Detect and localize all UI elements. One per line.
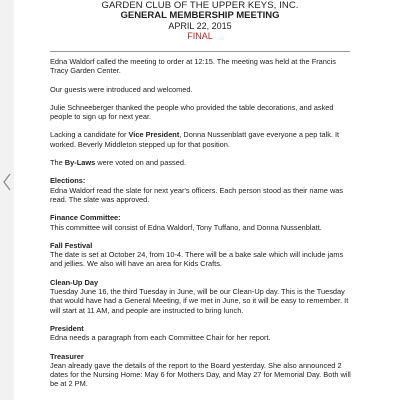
section-heading: Fall Festival [50, 240, 93, 250]
section-heading: President [50, 323, 84, 333]
organization-name: GARDEN CLUB OF THE UPPER KEYS, INC. [101, 0, 299, 11]
paragraph-text: , Donna Nussenblatt gave everyone a pep talk. It worked. Beverly Middleton stepped up for that position. [50, 130, 340, 149]
paragraph-bold-text: Vice President [128, 130, 180, 140]
paragraph-table-decorations: Julie Schneeberger thanked the people who provided the table decorations, and asked people to sign up for next year. [50, 102, 334, 122]
document-status: FINAL [187, 31, 213, 41]
paragraph-text: The [50, 158, 65, 168]
paragraph-by-laws [50, 158, 356, 167]
section-heading: Treasurer [50, 351, 84, 361]
section-clean-up-day [50, 278, 356, 315]
section-body: This committee will consist of Edna Waldorf, Tony Tuffano, and Donna Nussenblatt. [50, 222, 322, 232]
paragraph-text: Lacking a candidate for [50, 130, 129, 140]
section-body: Jean already gave the details of the report to the Board yesterday. She also announced 2 dates for the Nursing Home: May 6 for Mothers Day, and May 27 for Memorial Day. Both will be at 2 PM. [50, 360, 351, 389]
page-edge [0, 0, 14, 400]
section-body: Edna needs a paragraph from each Committee Chair for her report. [50, 333, 271, 343]
paragraph-bold-text: By-Laws [64, 158, 96, 168]
section-body: The date is set at October 24, from 10-4. There will be a bake sale which will include jams and jellies. We also will have an area for Kids Crafts. [50, 250, 344, 269]
section-finance-committee [50, 213, 356, 232]
document-header [0, 0, 400, 41]
header-divider [50, 51, 350, 52]
section-body: Tuesday June 16, the third Tuesday in June, will be our Clean-Up day. This is the Tuesday that would have had a General Meeting, if we met in June, so it will be easy to remember. It will start at 11 AM, and people are instructed to bring lunch. [50, 287, 349, 315]
section-heading: Finance Committee: [50, 213, 121, 223]
meeting-date: APRIL 22, 2015 [168, 21, 232, 31]
section-body: Edna Waldorf read the slate for next year's officers. Each person stood as their name was read. The slate was approved. [50, 185, 344, 204]
section-heading: Elections: [50, 176, 86, 186]
section-fall-festival [50, 241, 356, 269]
paragraph-text: were voted on and passed. [95, 158, 187, 168]
section-heading: Clean-Up Day [50, 277, 99, 287]
meeting-title: GENERAL MEMBERSHIP MEETING [120, 10, 280, 21]
section-treasurer [50, 352, 356, 389]
minutes-body [50, 57, 356, 398]
paragraph-call-to-order: Edna Waldorf called the meeting to order at 12:15. The meeting was held at the Francis Tracy Garden Center. [50, 57, 336, 76]
section-elections [50, 176, 356, 204]
paragraph-guests: Our guests were introduced and welcomed. [50, 84, 193, 94]
chevron-left-icon[interactable] [2, 172, 12, 192]
paragraph-vice-president [50, 130, 356, 149]
section-president [50, 324, 356, 343]
